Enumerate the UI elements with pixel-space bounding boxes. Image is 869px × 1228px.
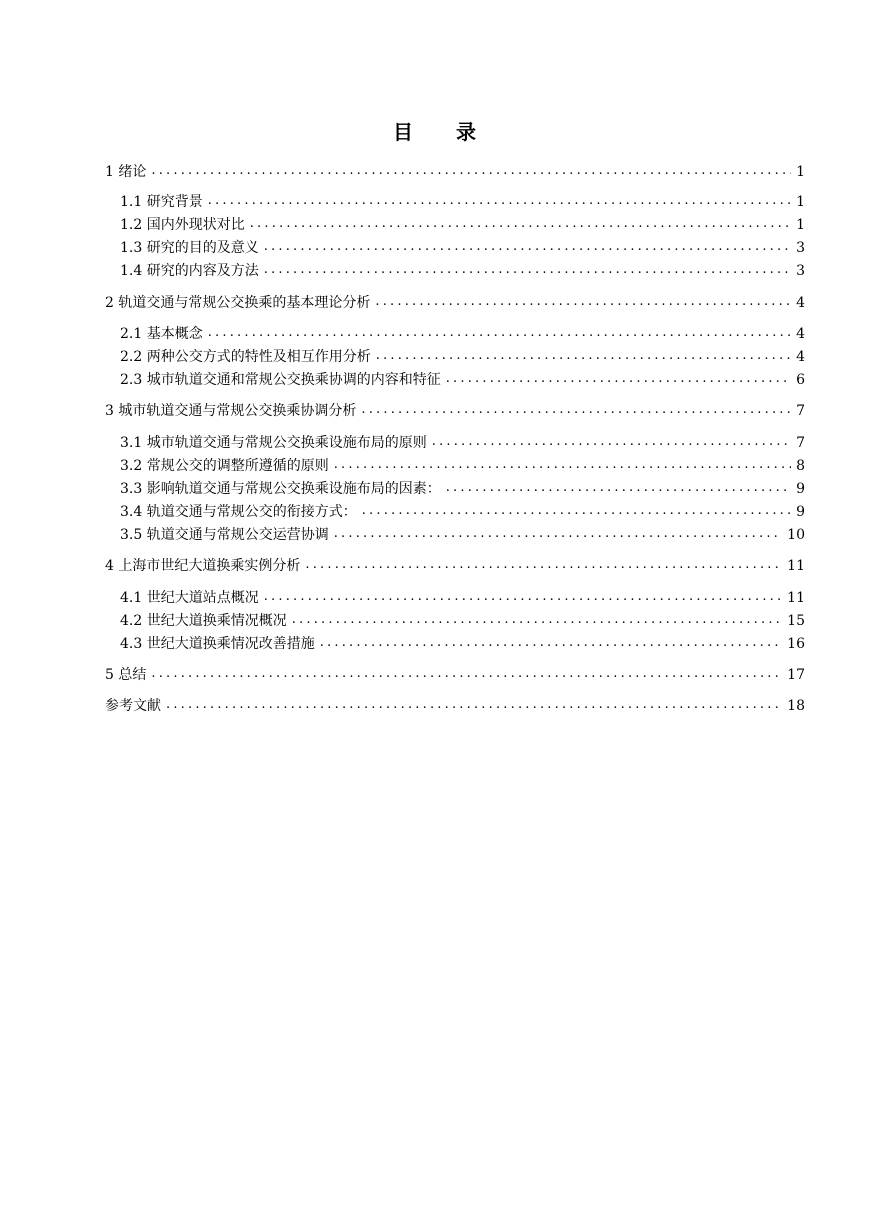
toc-entry[interactable] (120, 456, 805, 476)
toc-entry-page: 9 (796, 481, 805, 497)
toc-entry[interactable] (105, 293, 805, 313)
toc-entry-page: 1 (796, 194, 805, 210)
toc-entry[interactable] (120, 502, 805, 522)
toc-entry[interactable] (120, 347, 805, 367)
toc-entry-label: 2.1 基本概念 (120, 326, 203, 342)
toc-entry-page: 10 (787, 527, 805, 543)
toc-leader-dots (250, 214, 791, 234)
toc-entry-page: 6 (796, 372, 805, 388)
toc-entry-label: 参考文献 (105, 698, 161, 714)
toc-entry-label: 3.5 轨道交通与常规公交运营协调 (120, 527, 329, 543)
toc-entry-label: 1.2 国内外现状对比 (120, 217, 245, 233)
toc-entry-page: 11 (787, 590, 805, 606)
toc-entry-page: 15 (787, 613, 805, 629)
toc-entry-label: 5 总结 (105, 667, 147, 683)
toc-entry[interactable] (120, 525, 805, 545)
toc-entry[interactable] (120, 324, 805, 344)
toc-entry[interactable] (120, 261, 805, 281)
toc-entry-label: 4.2 世纪大道换乘情况概况 (120, 613, 287, 629)
toc-leader-dots (376, 346, 791, 366)
toc-entry-page: 1 (796, 217, 805, 233)
toc-entry-label: 3.2 常规公交的调整所遵循的原则 (120, 458, 329, 474)
toc-leader-dots (305, 555, 782, 575)
toc-entry[interactable] (105, 162, 805, 182)
toc-entry-label: 1.3 研究的目的及意义 (120, 240, 259, 256)
toc-entry-page: 17 (787, 667, 805, 683)
toc-entry[interactable] (120, 634, 805, 654)
toc-entry-page: 1 (796, 164, 805, 180)
toc-entry[interactable] (120, 192, 805, 212)
toc-entry-page: 7 (796, 403, 805, 419)
toc-entry-label: 1.1 研究背景 (120, 194, 203, 210)
toc-entry-page: 3 (796, 263, 805, 279)
toc-entry-label: 4.1 世纪大道站点概况 (120, 590, 259, 606)
toc-entry[interactable] (120, 215, 805, 235)
toc-entry-label: 3 城市轨道交通与常规公交换乘协调分析 (105, 403, 357, 419)
toc-entry-page: 8 (796, 458, 805, 474)
toc-entry[interactable] (120, 370, 805, 390)
toc-entry-label: 1.4 研究的内容及方法 (120, 263, 259, 279)
toc-title: 目 录 (393, 120, 494, 144)
toc-entry[interactable] (120, 479, 805, 499)
toc-leader-dots (208, 323, 791, 343)
toc-entry-page: 4 (796, 326, 805, 342)
toc-entry-page: 7 (796, 435, 805, 451)
toc-entry[interactable] (105, 665, 805, 685)
toc-leader-dots (208, 191, 791, 211)
toc-leader-dots (151, 161, 791, 181)
toc-entry-label: 3.3 影响轨道交通与常规公交换乘设施布局的因素： (120, 481, 441, 497)
toc-leader-dots (334, 455, 791, 475)
toc-leader-dots (432, 432, 791, 452)
toc-leader-dots (320, 633, 782, 653)
toc-entry-page: 11 (787, 558, 805, 574)
toc-leader-dots (264, 260, 791, 280)
toc-entry-page: 18 (787, 698, 805, 714)
toc-entry-page: 4 (796, 349, 805, 365)
toc-entry[interactable] (105, 556, 805, 576)
toc-leader-dots (264, 237, 791, 257)
toc-entry-label: 4.3 世纪大道换乘情况改善措施 (120, 636, 315, 652)
toc-entry[interactable] (120, 433, 805, 453)
toc-entry-label: 2 轨道交通与常规公交换乘的基本理论分析 (105, 295, 371, 311)
toc-entry[interactable] (120, 238, 805, 258)
toc-entry[interactable] (120, 611, 805, 631)
toc-entry[interactable] (105, 696, 805, 716)
toc-entry-label: 3.1 城市轨道交通与常规公交换乘设施布局的原则 (120, 435, 427, 451)
toc-leader-dots (361, 400, 791, 420)
toc-leader-dots (166, 695, 782, 715)
toc-entry-label: 2.2 两种公交方式的特性及相互作用分析 (120, 349, 371, 365)
toc-entry-page: 9 (796, 504, 805, 520)
toc-entry-label: 2.3 城市轨道交通和常规公交换乘协调的内容和特征 (120, 372, 441, 388)
toc-leader-dots (334, 524, 782, 544)
toc-entry[interactable] (105, 401, 805, 421)
toc-entry-page: 16 (787, 636, 805, 652)
toc-leader-dots (446, 478, 791, 498)
toc-entry-label: 3.4 轨道交通与常规公交的衔接方式： (120, 504, 357, 520)
toc-entry[interactable] (120, 588, 805, 608)
toc-leader-dots (151, 664, 782, 684)
toc-leader-dots (375, 292, 791, 312)
toc-entry-label: 1 绪论 (105, 164, 147, 180)
toc-leader-dots (264, 587, 782, 607)
toc-leader-dots (446, 369, 791, 389)
toc-entry-label: 4 上海市世纪大道换乘实例分析 (105, 558, 301, 574)
toc-leader-dots (362, 501, 791, 521)
toc-entry-page: 3 (796, 240, 805, 256)
toc-leader-dots (292, 610, 782, 630)
toc-entry-page: 4 (796, 295, 805, 311)
